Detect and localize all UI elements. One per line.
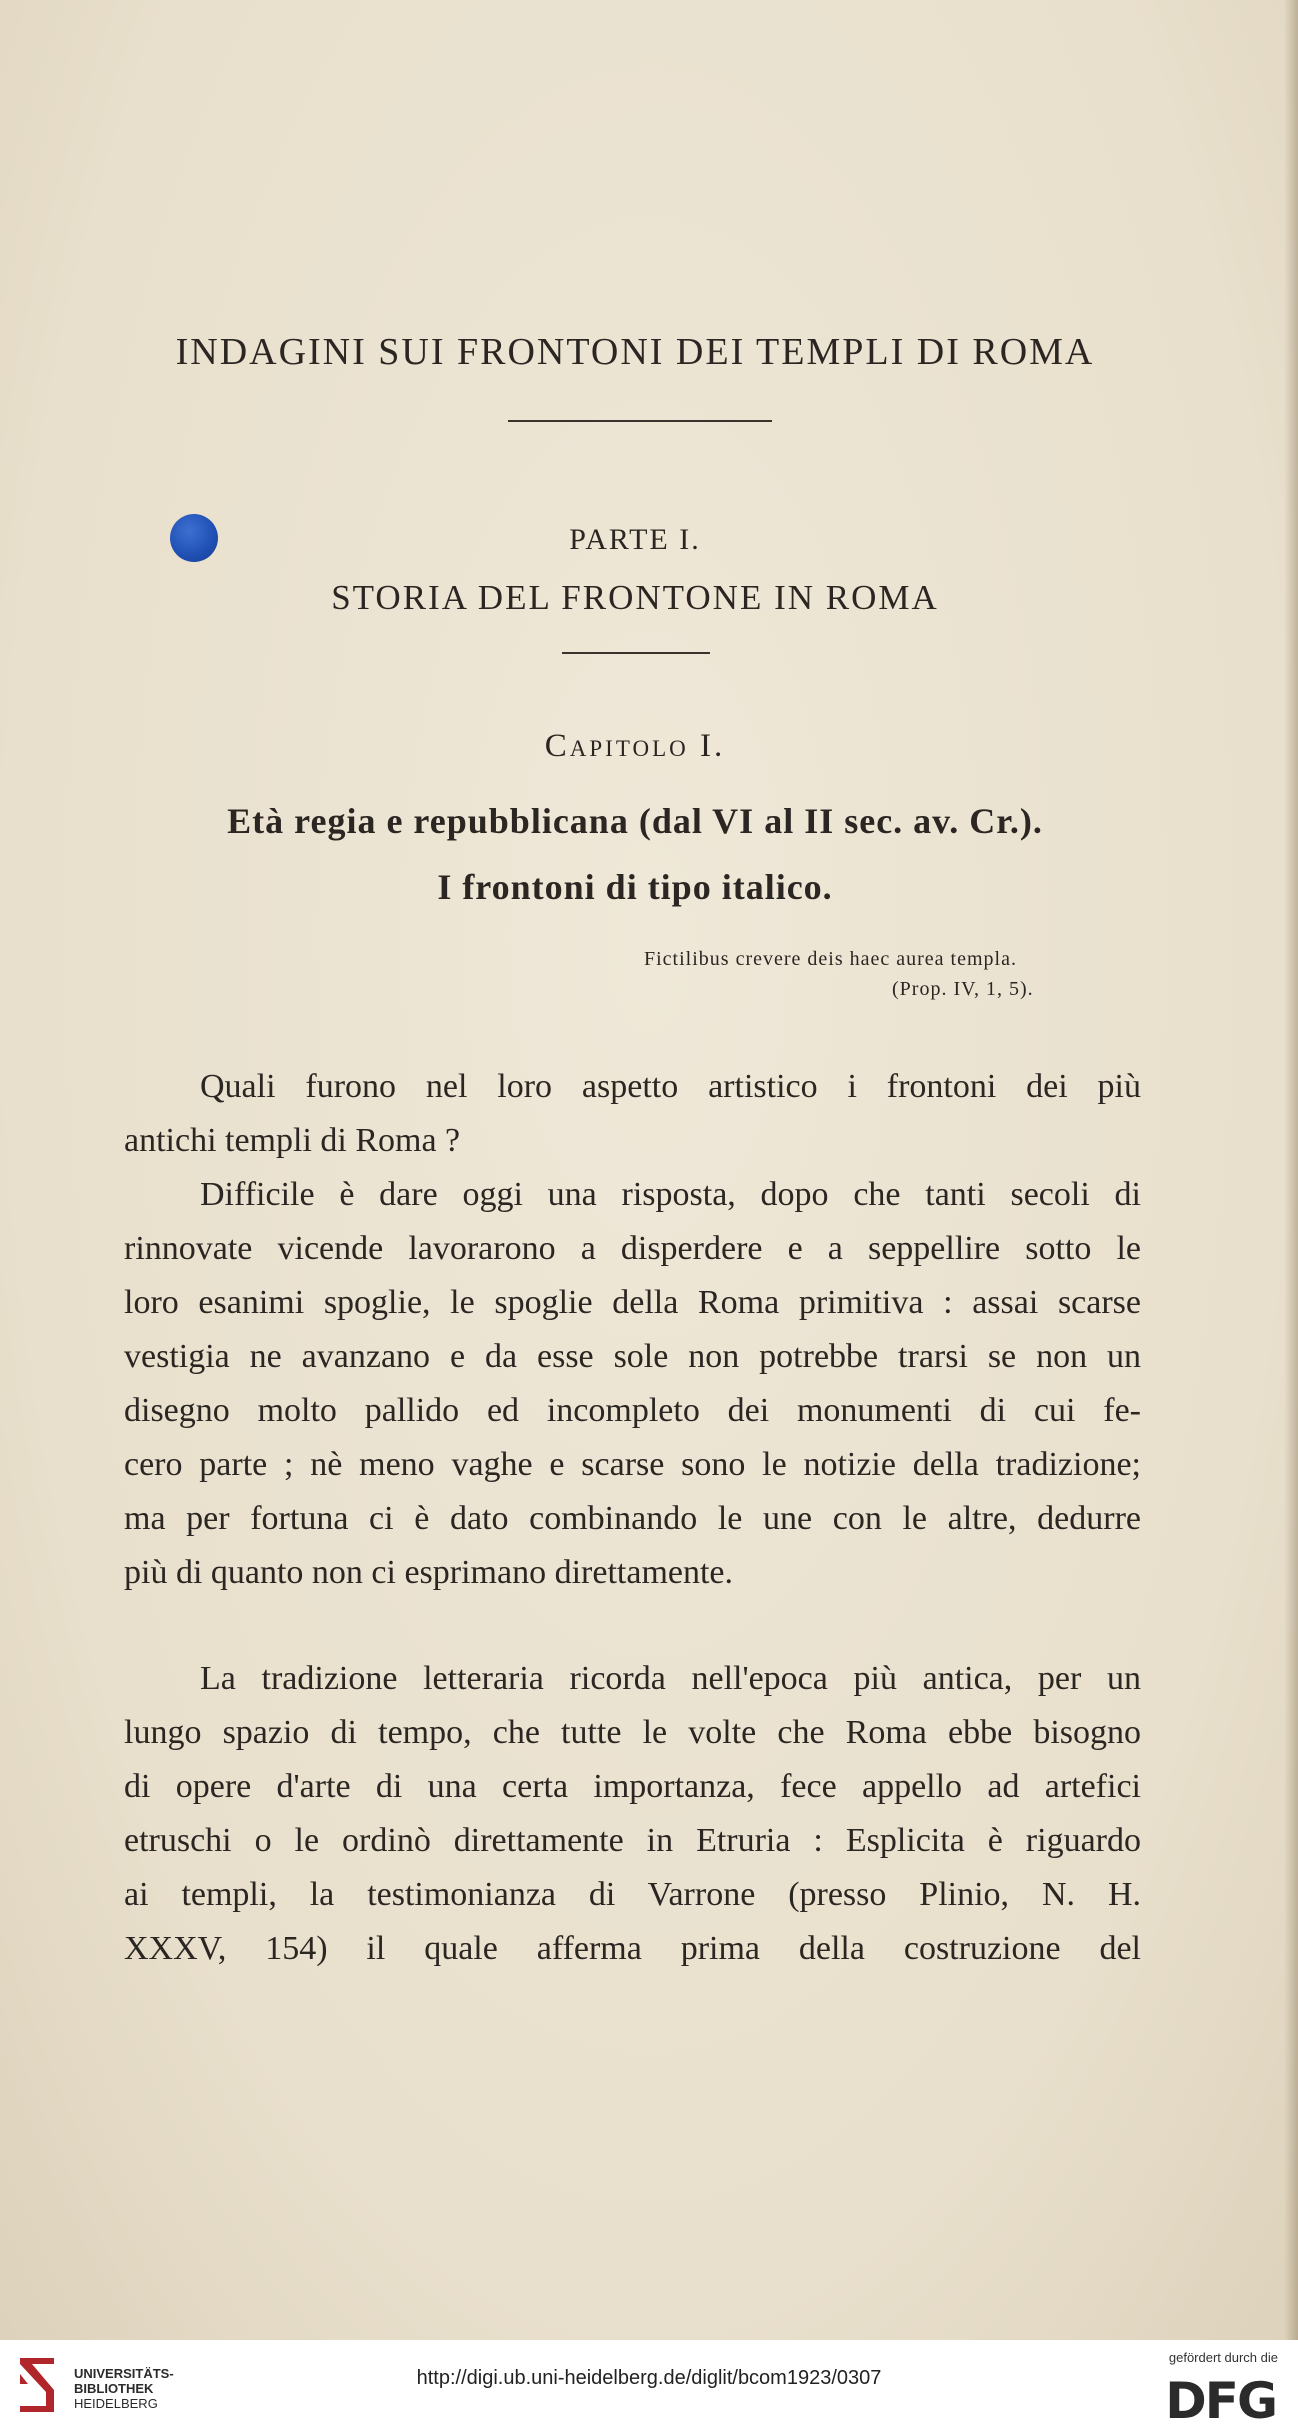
paragraph-line: lungo spazio di tempo, che tutte le volte che Roma ebbe bisogno: [124, 1714, 1141, 1751]
library-name-line: UNIVERSITÄTS-: [74, 2366, 174, 2381]
paragraph-line: etruschi o le ordinò direttamente in Etruria : Esplicita è riguardo: [124, 1822, 1141, 1859]
page-edge-shadow: [1284, 0, 1298, 2340]
part-label: PARTE I.: [569, 523, 701, 556]
paragraph-line: cero parte ; nè meno vaghe e scarse sono le notizie della tradizione;: [124, 1446, 1141, 1483]
main-title: INDAGINI SUI FRONTONI DEI TEMPLI DI ROMA: [175, 331, 1095, 373]
chapter-title-line: I frontoni di tipo italico.: [437, 867, 833, 907]
paragraph-line: Quali furono nel loro aspetto artistico i frontoni dei più: [200, 1068, 1141, 1105]
paragraph-line: più di quanto non ci esprimano direttamente.: [124, 1554, 734, 1591]
paragraph-line: vestigia ne avanzano e da esse sole non potrebbe trarsi se non un: [124, 1338, 1141, 1375]
funding-label: gefördert durch die: [1168, 2350, 1278, 2365]
library-name-line: BIBLIOTHEK: [74, 2381, 154, 2396]
library-name-line: HEIDELBERG: [74, 2396, 158, 2411]
paragraph-line: Difficile è dare oggi una risposta, dopo che tanti secoli di: [200, 1176, 1141, 1213]
paragraph-line: antichi templi di Roma ?: [124, 1122, 461, 1159]
paragraph-line: XXXV, 154) il quale afferma prima della costruzione del: [124, 1930, 1141, 1967]
title-rule: [508, 420, 772, 422]
epigraph-source: (Prop. IV, 1, 5).: [892, 978, 1034, 1000]
part-rule: [562, 652, 710, 654]
dfg-logo: DFG: [1165, 2372, 1276, 2430]
paragraph-line: loro esanimi spoglie, le spoglie della Roma primitiva : assai scarse: [124, 1284, 1141, 1321]
chapter-title-line: Età regia e repubblicana (dal VI al II sec. av. Cr.).: [227, 801, 1043, 841]
paragraph-line: ma per fortuna ci è dato combinando le une con le altre, dedurre: [124, 1500, 1141, 1537]
epigraph-quote: Fictilibus crevere deis haec aurea templa.: [644, 948, 1017, 970]
chapter-label: Capitolo I.: [544, 728, 726, 764]
permalink-url[interactable]: http://digi.ub.uni-heidelberg.de/diglit/bcom1923/0307: [416, 2367, 882, 2389]
paragraph-line: La tradizione letteraria ricorda nell'epoca più antica, per un: [200, 1660, 1141, 1697]
paragraph-line: rinnovate vicende lavorarono a disperdere e a seppellire sotto le: [124, 1230, 1141, 1267]
paragraph-line: disegno molto pallido ed incompleto dei monumenti di cui fe-: [124, 1392, 1141, 1429]
paragraph-line: di opere d'arte di una certa importanza, fece appello ad artefici: [124, 1768, 1141, 1805]
paragraph-line: ai templi, la testimonianza di Varrone (presso Plinio, N. H.: [124, 1876, 1141, 1913]
part-title: STORIA DEL FRONTONE IN ROMA: [331, 578, 939, 617]
